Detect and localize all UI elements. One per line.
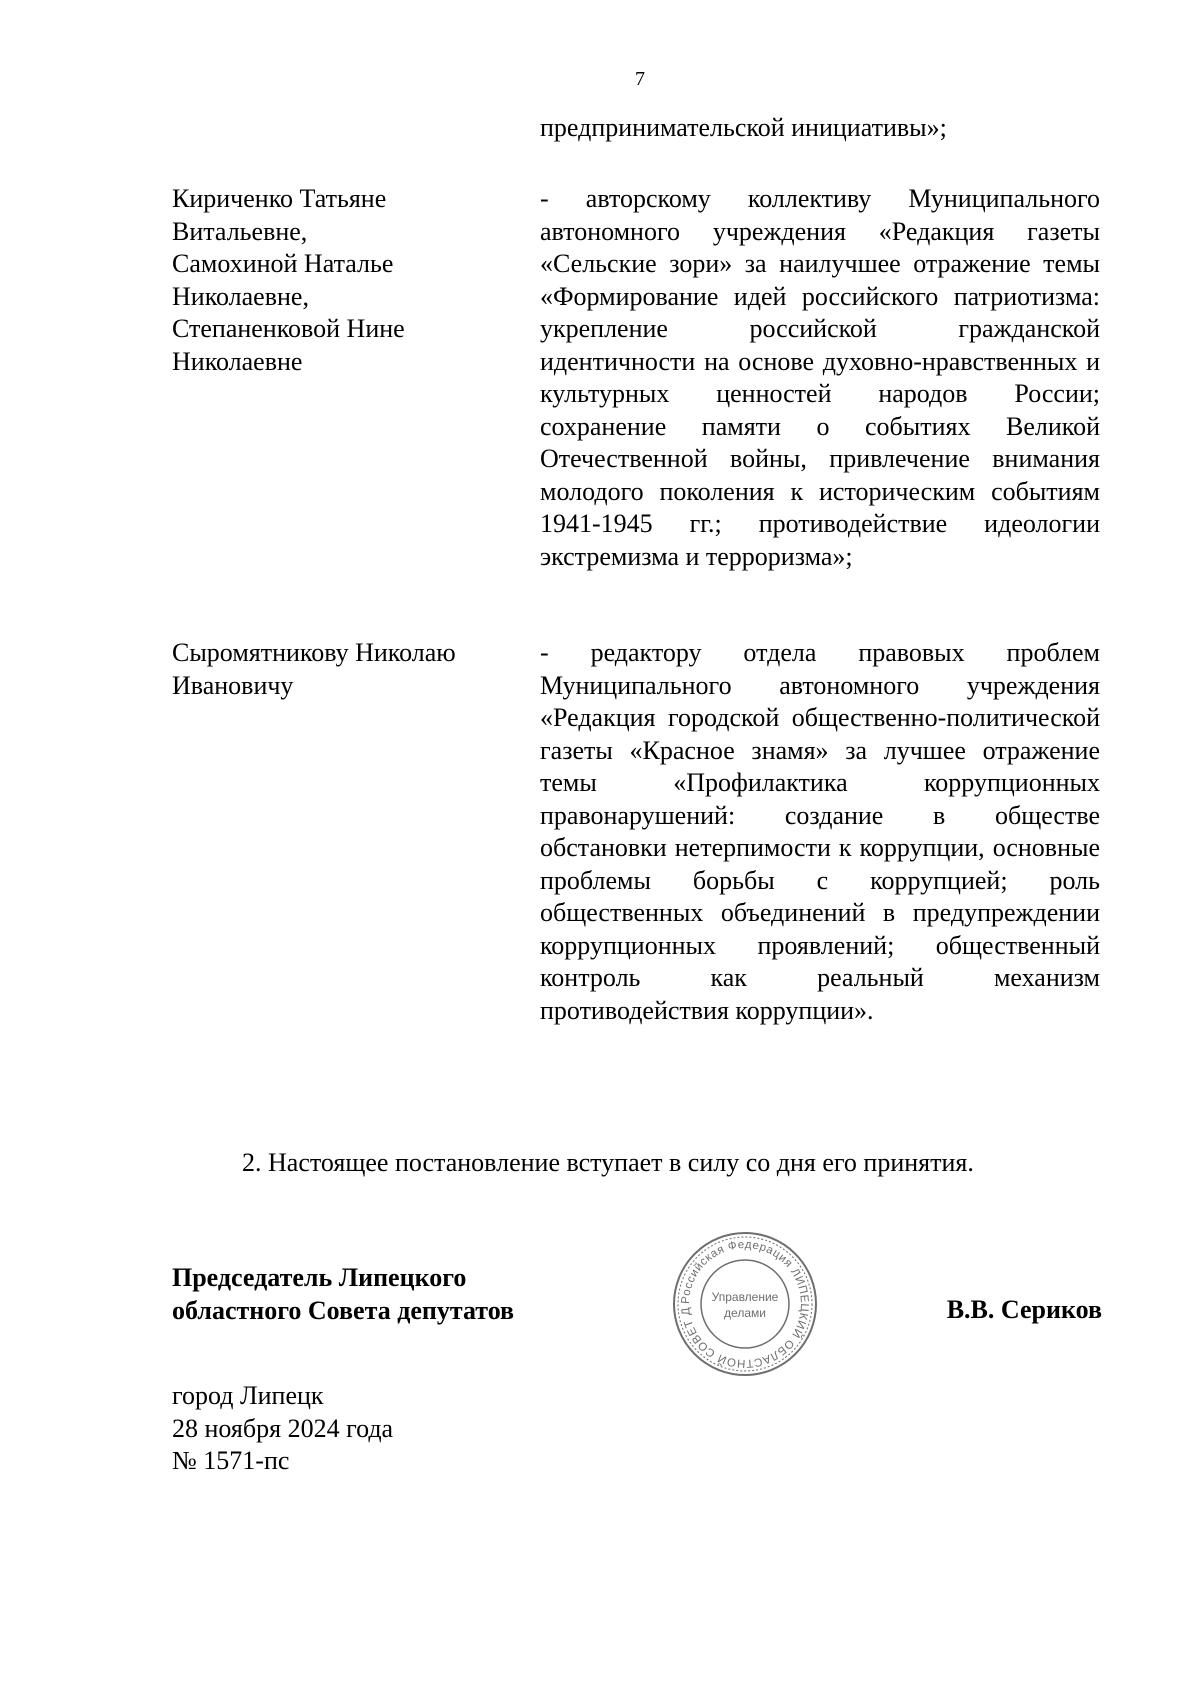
document-footer [172, 1380, 672, 1478]
signatory-title-line: Председатель Липецкого [172, 1263, 467, 1292]
seal-outer-text-path: Российская Федерация ЛИПЕЦКИЙ ОБЛАСТНОЙ СОВЕТ Д [679, 1238, 811, 1370]
recipient-name-line: Степаненковой Нине [172, 314, 405, 343]
seal-dotted-ring [678, 1237, 812, 1371]
recipient-name-line: Витальевне, [172, 216, 308, 246]
page-number: 7 [635, 68, 645, 90]
seal-inner-text-line2: делами [724, 1306, 766, 1320]
recipient-name-line: Кириченко Татьяне [172, 184, 387, 213]
recipient-name-line: Николаевне [172, 346, 303, 376]
seal-outer-ring [674, 1233, 816, 1375]
recipient-names [172, 637, 532, 702]
recipient-names [172, 183, 532, 378]
signatory-name: В.В. Сериков [946, 1295, 1102, 1324]
recipient-name-line: Ивановичу [172, 670, 294, 700]
seal-inner-ring [701, 1260, 789, 1348]
recipient-name-line: Сыромятникову Николаю [172, 638, 456, 667]
footer-number: № 1571-пс [172, 1446, 290, 1475]
recipient-name-line: Самохиной Наталье [172, 249, 394, 278]
footer-date: 28 ноября 2024 года [172, 1413, 394, 1443]
official-seal-stamp [670, 1229, 820, 1379]
signatory-title-line: областного Совета депутатов [172, 1295, 515, 1325]
recipient-name-line: Николаевне, [172, 281, 309, 311]
award-description: - авторскому коллективу Муниципального автономного учреждения «Редакция газеты «Сельские зори» за наилучшее отражение темы «Формирование идей российского патриотизма: укрепление российской гражданской идентичности на основе духовно-нравственных и культурных ценностей народов России; сохранение памяти о событиях Великой Отечественной войны, привлечение внимания молодого поколения к историческим событиям 1941-1945 гг.; противодействие идеологии экстремизма и терроризма»; [540, 184, 1100, 571]
seal-inner-text-line1: Управление [711, 1290, 779, 1304]
award-description: - редактору отдела правовых проблем Муниципального автономного учреждения «Редакция городской общественно-политической газеты «Красное знамя» за лучшее отражение темы «Профилактика коррупционных правонарушений: создание в обществе обстановки нетерпимости к коррупции, основные проблемы борьбы с коррупцией; роль общественных объединений в предупреждении коррупционных проявлений; общественный контроль как реальный механизм противодействия коррупции». [540, 638, 1100, 1025]
clause-2: 2. Настоящее постановление вступает в силу со дня его принятия. [242, 1148, 974, 1177]
signatory-title [172, 1262, 514, 1327]
continuation-text: предпринимательской инициативы»; [540, 113, 947, 142]
footer-city: город Липецк [172, 1381, 324, 1410]
seal-icon [670, 1229, 820, 1379]
